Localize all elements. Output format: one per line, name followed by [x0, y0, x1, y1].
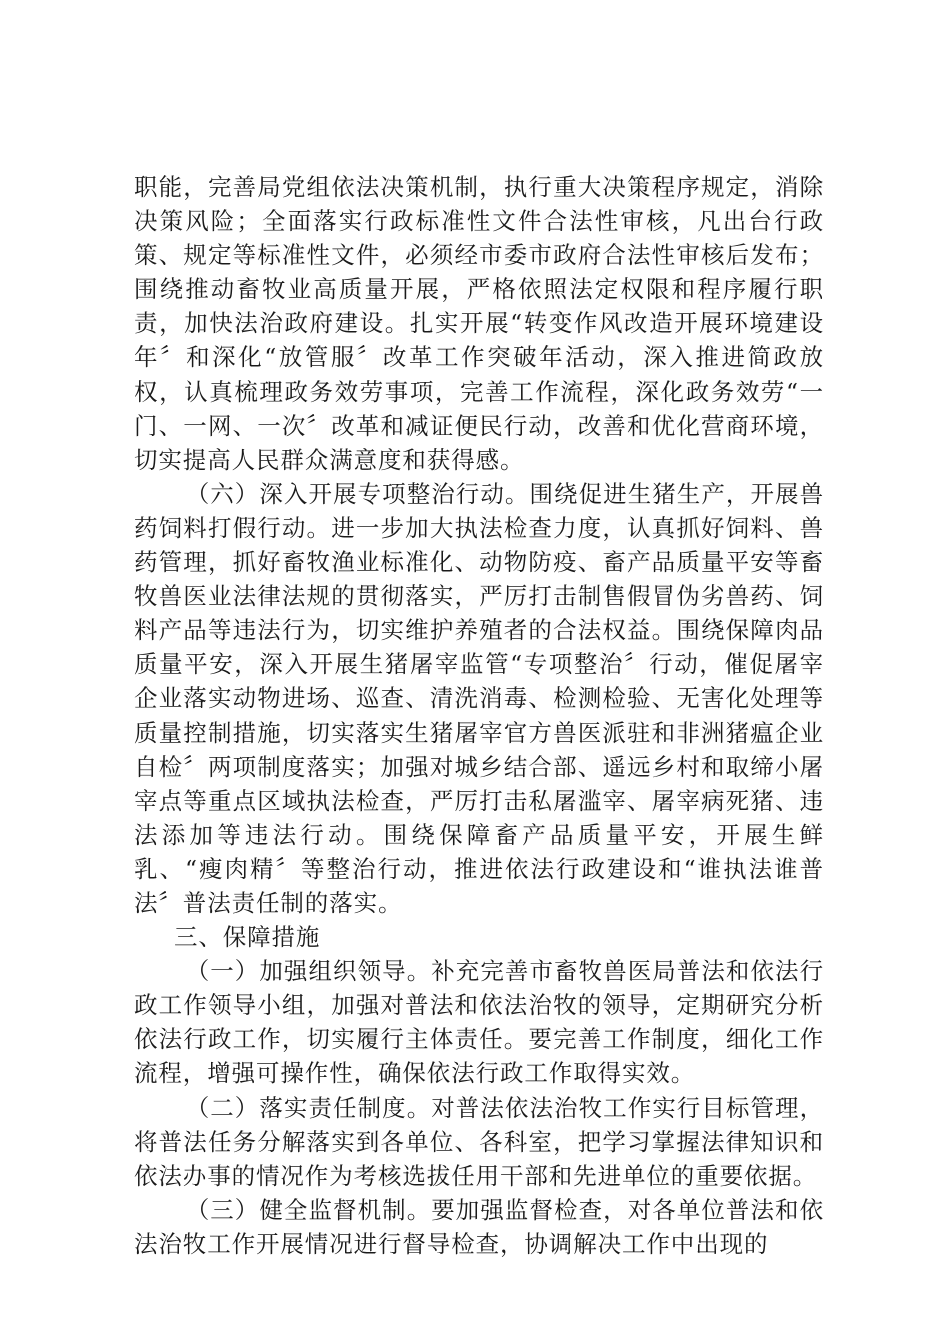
paragraph-item-three: （三）健全监督机制。要加强监督检查，对各单位普法和依法治牧工作开展情况进行督导检查，协调解决工作中出现的 [134, 1195, 824, 1258]
paragraph-section-six: （六）深入开展专项整治行动。围绕促进生猪生产，开展兽药饲料打假行动。进一步加大执法检查力度，认真抓好饲料、兽药管理，抓好畜牧渔业标准化、动物防疫、畜产品质量平安等畜牧兽医业法律法规的贯彻落实，严厉打击制售假冒伪劣兽药、饲料产品等违法行为，切实维护养殖者的合法权益。围绕保障肉品质量平安，深入开展生猪屠宰监管“专项整治〞行动，催促屠宰企业落实动物进场、巡查、清洗消毒、检测检验、无害化处理等质量控制措施，切实落实生猪屠宰官方兽医派驻和非洲猪瘟企业自检〞两项制度落实；加强对城乡结合部、遥远乡村和取缔小屠宰点等重点区域执法检查，严厉打击私屠滥宰、屠宰病死猪、违法添加等违法行动。围绕保障畜产品质量平安，开展生鲜乳、“瘦肉精〞等整治行动，推进依法行政建设和“谁执法谁普法〞普法责任制的落实。 [134, 479, 824, 917]
section-heading-safeguards: 三、保障措施 [173, 923, 321, 952]
document-body [134, 170, 824, 1261]
paragraph-item-one: （一）加强组织领导。补充完善市畜牧兽医局普法和依法行政工作领导小组，加强对普法和依法治牧的领导，定期研究分析依法行政工作，切实履行主体责任。要完善工作制度，细化工作流程，增强可操作性，确保依法行政工作取得实效。 [134, 957, 824, 1088]
paragraph-item-two: （二）落实责任制度。对普法依法治牧工作实行目标管理，将普法任务分解落实到各单位、各科室，把学习掌握法律知识和依法办事的情况作为考核选拔任用干部和先进单位的重要依据。 [134, 1093, 824, 1190]
paragraph-continuation: 职能，完善局党组依法决策机制，执行重大决策程序规定，消除决策风险；全面落实行政标准性文件合法性审核，凡出台行政策、规定等标准性文件，必须经市委市政府合法性审核后发布；围绕推动畜牧业高质量开展，严格依照法定权限和程序履行职责，加快法治政府建设。扎实开展“转变作风改造开展环境建设年〞和深化“放管服〞改革工作突破年活动，深入推进简政放权，认真梳理政务效劳事项，完善工作流程，深化政务效劳“一门、一网、一次〞改革和减证便民行动，改善和优化营商环境，切实提高人民群众满意度和获得感。 [134, 173, 824, 474]
